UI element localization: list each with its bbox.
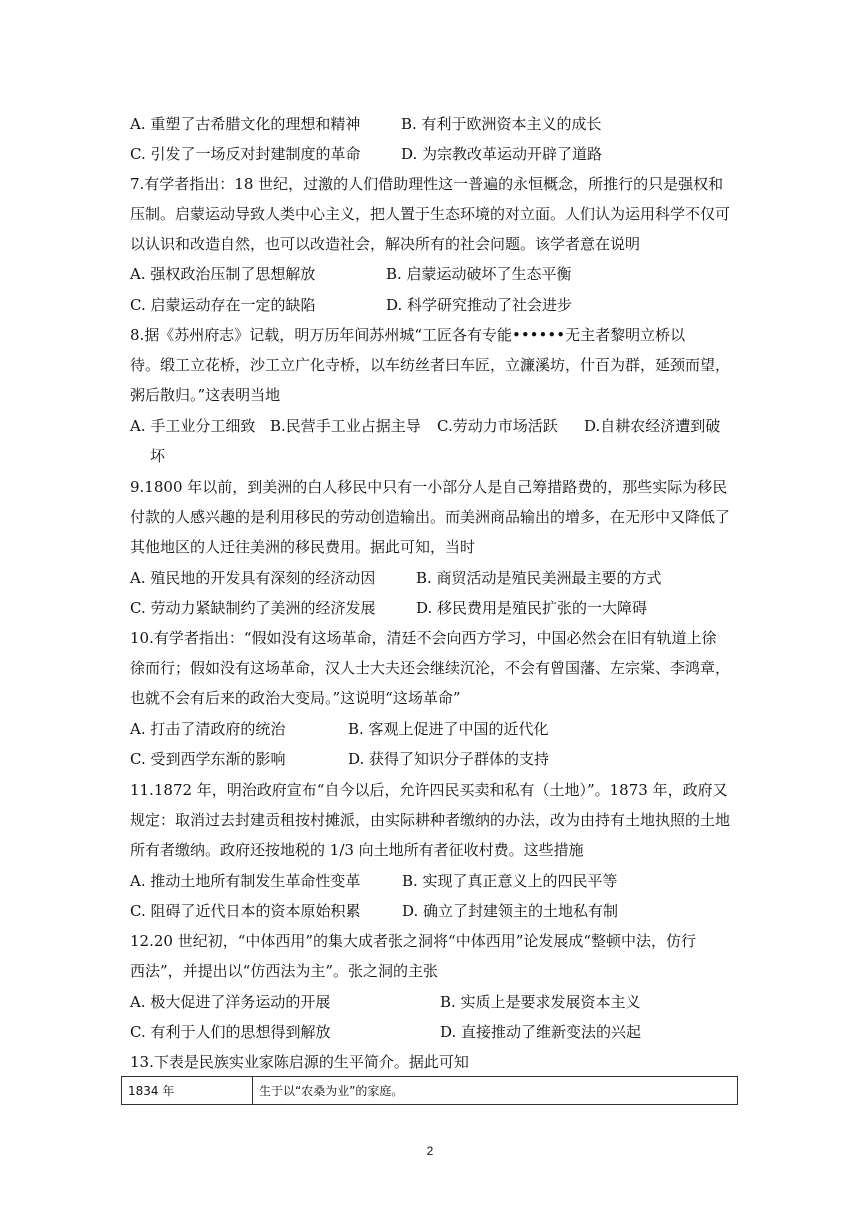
answer-option-a: C. 阻碍了近代日本的资本原始积累	[130, 902, 361, 920]
option-row	[130, 568, 750, 588]
answer-option-b: D. 直接推动了维新变法的兴起	[440, 1023, 642, 1041]
answer-option-b: B. 实现了真正意义上的四民平等	[402, 872, 618, 890]
option-row	[130, 264, 750, 284]
answer-option-a: C. 有利于人们的思想得到解放	[130, 1023, 331, 1041]
answer-option-b: B. 客观上促进了中国的近代化	[348, 720, 549, 738]
text-line: 西法”，并提出以“仿西法为主”。张之洞的主张	[130, 962, 439, 980]
answer-option-b: D. 确立了封建领主的土地私有制	[402, 902, 619, 920]
text-line: 坏	[150, 447, 166, 465]
answer-option-b: D. 移民费用是殖民扩张的一大障碍	[416, 599, 648, 617]
answer-option-d: D.自耕农经济遭到破	[584, 417, 721, 435]
answer-option-a: A. 殖民地的开发具有深刻的经济动因	[130, 569, 376, 587]
answer-option-a: A. 推动土地所有制发生革命性变革	[130, 872, 361, 890]
text-line: 徐而行；假如没有这场革命，汉人士大夫还会继续沉沦，不会有曾国藩、左宗棠、李鸿章，	[130, 659, 731, 677]
text-line: 待。缎工立花桥，沙工立广化寺桥，以车纺丝者曰车匠，立濂溪坊，什百为群，延颈而望，	[130, 356, 731, 374]
text-line: 以认识和改造自然，也可以改造社会，解决所有的社会问题。该学者意在说明	[130, 235, 641, 253]
option-row	[130, 144, 750, 164]
answer-option-b: B. 商贸活动是殖民美洲最主要的方式	[416, 569, 662, 587]
option-row	[130, 598, 750, 618]
option-row	[130, 416, 750, 436]
answer-option-b: B. 有利于欧洲资本主义的成长	[401, 115, 602, 133]
answer-option-a: A. 重塑了古希腊文化的理想和精神	[130, 115, 361, 133]
text-line: 所有者缴纳。政府还按地税的 1/3 向土地所有者征收村费。这些措施	[130, 841, 584, 859]
answer-option-a: A. 极大促进了洋务运动的开展	[130, 993, 331, 1011]
answer-option-a: A. 强权政治压制了思想解放	[130, 265, 316, 283]
answer-option-b: D. 获得了知识分子群体的支持	[348, 750, 550, 768]
option-row	[130, 719, 750, 739]
answer-option-a: A. 手工业分工细致	[130, 417, 256, 435]
table-cell-year: 1834 年	[122, 1077, 253, 1105]
option-row	[130, 749, 750, 769]
text-line: 7.有学者指出：18 世纪，过激的人们借助理性这一普遍的永恒概念，所推行的只是强权和	[130, 175, 724, 193]
answer-option-a: C. 受到西学东渐的影响	[130, 750, 286, 768]
text-line: 8.据《苏州府志》记载，明万历年间苏州城“工匠各有专能••••••无主者黎明立桥以	[130, 326, 686, 344]
answer-option-a: C. 引发了一场反对封建制度的革命	[130, 145, 361, 163]
text-line: 9.1800 年以前，到美洲的白人移民中只有一小部分人是自己筹措路费的，那些实际为移民	[130, 478, 728, 496]
option-row	[130, 1022, 750, 1042]
page-number: 2	[426, 1144, 434, 1158]
answer-option-c: C.劳动力市场活跃	[437, 417, 558, 435]
answer-option-a: A. 打击了清政府的统治	[130, 720, 286, 738]
text-line: 11.1872 年，明治政府宣布“自今以后，允许四民买卖和私有（土地）”。1873 年，政府又	[130, 781, 728, 799]
text-line: 12.20 世纪初，“中体西用”的集大成者张之洞将“中体西用”论发展成“整顿中法，仿行	[130, 932, 697, 950]
answer-option-b: B. 实质上是要求发展资本主义	[440, 993, 641, 1011]
answer-option-b: B.民营手工业占据主导	[270, 417, 421, 435]
biography-table	[121, 1076, 738, 1105]
text-line: 压制。启蒙运动导致人类中心主义，把人置于生态环境的对立面。人们认为运用科学不仅可	[130, 205, 731, 223]
answer-option-b: D. 科学研究推动了社会进步	[386, 296, 573, 314]
option-row	[130, 295, 750, 315]
text-line: 付款的人感兴趣的是利用移民的劳动创造输出。而美洲商品输出的增多，在无形中又降低了	[130, 508, 731, 526]
text-line: 13.下表是民族实业家陈启源的生平简介。据此可知	[130, 1053, 469, 1071]
text-line: 10.有学者指出：“假如没有这场革命，清廷不会向西方学习，中国必然会在旧有轨道上徐	[130, 629, 717, 647]
answer-option-b: D. 为宗教改革运动开辟了道路	[401, 145, 603, 163]
option-row	[130, 871, 750, 891]
answer-option-a: C. 启蒙运动存在一定的缺陷	[130, 296, 316, 314]
option-row	[130, 114, 750, 134]
text-line: 粥后散归。”这表明当地	[130, 386, 281, 404]
option-row	[130, 992, 750, 1012]
table-row	[122, 1077, 738, 1105]
answer-option-a: C. 劳动力紧缺制约了美洲的经济发展	[130, 599, 376, 617]
answer-option-b: B. 启蒙运动破坏了生态平衡	[386, 265, 572, 283]
text-line: 也就不会有后来的政治大变局。”这说明“这场革命”	[130, 689, 461, 707]
option-row	[130, 901, 750, 921]
text-line: 规定：取消过去封建贡租按村摊派，由实际耕种者缴纳的办法，改为由持有土地执照的土地	[130, 811, 731, 829]
text-line: 其他地区的人迁往美洲的移民费用。据此可知，当时	[130, 538, 476, 556]
table-cell-description: 生于以“农桑为业”的家庭。	[253, 1077, 738, 1105]
